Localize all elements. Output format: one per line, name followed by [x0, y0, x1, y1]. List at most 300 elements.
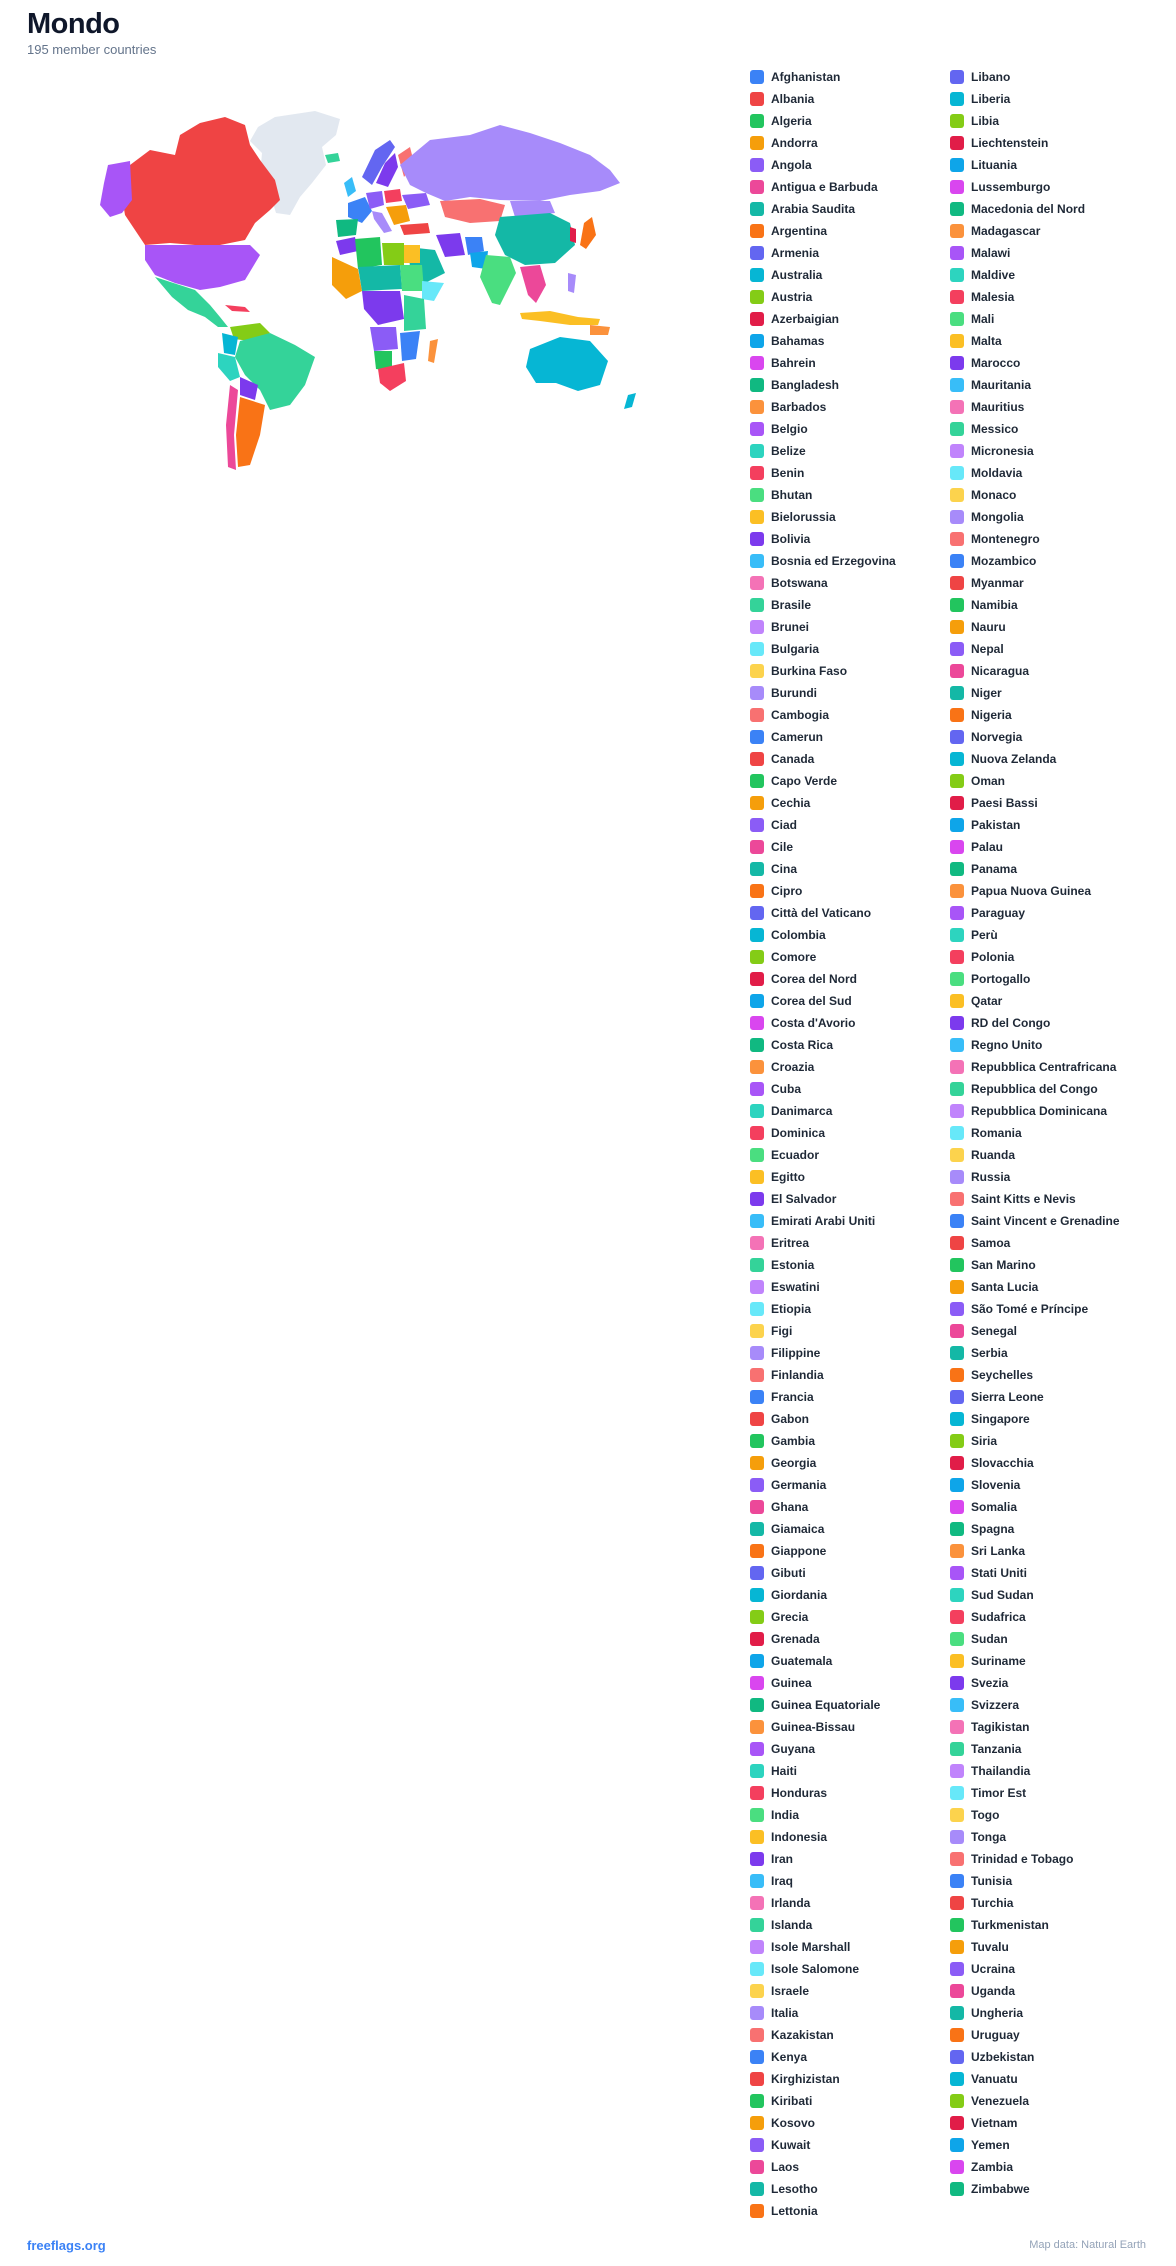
- legend-item[interactable]: [750, 176, 950, 198]
- region-korea[interactable]: [570, 227, 576, 243]
- region-uk[interactable]: [344, 177, 356, 197]
- legend-item[interactable]: [750, 660, 950, 682]
- country-label: Kuwait: [771, 2138, 811, 2152]
- color-swatch: [950, 2116, 964, 2130]
- country-label: Venezuela: [971, 2094, 1030, 2108]
- legend-item[interactable]: [950, 1166, 1150, 1188]
- legend-item[interactable]: [750, 2068, 950, 2090]
- legend-item[interactable]: [750, 264, 950, 286]
- freeflags-link[interactable]: freeflags.org: [27, 2238, 106, 2253]
- color-swatch: [950, 1742, 964, 1756]
- legend-item[interactable]: [950, 308, 1150, 330]
- region-algeria[interactable]: [355, 237, 382, 269]
- legend-item[interactable]: [750, 484, 950, 506]
- legend-item[interactable]: [750, 572, 950, 594]
- country-label: Libano: [971, 70, 1011, 84]
- color-swatch: [750, 2094, 764, 2108]
- region-australia[interactable]: [526, 337, 608, 391]
- legend-item[interactable]: [750, 1078, 950, 1100]
- legend-item[interactable]: [750, 1298, 950, 1320]
- country-label: Canada: [771, 752, 815, 766]
- country-label: Slovenia: [971, 1478, 1021, 1492]
- legend-item[interactable]: [750, 1496, 950, 1518]
- legend-item[interactable]: [750, 2002, 950, 2024]
- color-swatch: [750, 730, 764, 744]
- legend-item[interactable]: [950, 1144, 1150, 1166]
- legend-item[interactable]: [950, 2156, 1150, 2178]
- legend-item[interactable]: [950, 616, 1150, 638]
- country-label: Mozambico: [971, 554, 1037, 568]
- legend-item[interactable]: [950, 1518, 1150, 1540]
- region-egypt[interactable]: [404, 245, 420, 263]
- legend-item[interactable]: [950, 1342, 1150, 1364]
- legend-item[interactable]: [750, 66, 950, 88]
- region-sudan[interactable]: [400, 265, 424, 291]
- region-sahel[interactable]: [358, 265, 402, 291]
- legend-item[interactable]: [950, 1958, 1150, 1980]
- country-label: Nuova Zelanda: [971, 752, 1057, 766]
- legend-item[interactable]: [750, 1012, 950, 1034]
- legend-item[interactable]: [950, 352, 1150, 374]
- legend-item[interactable]: [950, 2002, 1150, 2024]
- legend-item[interactable]: [950, 374, 1150, 396]
- color-swatch: [950, 92, 964, 106]
- legend-item[interactable]: [950, 396, 1150, 418]
- legend-item[interactable]: [950, 682, 1150, 704]
- country-label: Georgia: [771, 1456, 817, 1470]
- legend-item[interactable]: [750, 528, 950, 550]
- legend-item[interactable]: [750, 1584, 950, 1606]
- legend-item[interactable]: [950, 638, 1150, 660]
- legend-item[interactable]: [950, 242, 1150, 264]
- legend-item[interactable]: [950, 1078, 1150, 1100]
- country-label: Tunisia: [971, 1874, 1013, 1888]
- color-swatch: [750, 1808, 764, 1822]
- country-label: Giordania: [771, 1588, 828, 1602]
- legend-item[interactable]: [950, 440, 1150, 462]
- legend-item[interactable]: [750, 1562, 950, 1584]
- legend-item[interactable]: [950, 836, 1150, 858]
- legend-item[interactable]: [950, 198, 1150, 220]
- legend-item[interactable]: [750, 2046, 950, 2068]
- legend-item[interactable]: [750, 2200, 950, 2222]
- color-swatch: [950, 378, 964, 392]
- legend-item[interactable]: [950, 2068, 1150, 2090]
- region-central-africa[interactable]: [362, 291, 404, 325]
- country-label: Azerbaigian: [771, 312, 840, 326]
- legend-item[interactable]: [750, 1980, 950, 2002]
- legend-item[interactable]: [950, 1386, 1150, 1408]
- legend-item[interactable]: [750, 1254, 950, 1276]
- legend-item[interactable]: [750, 374, 950, 396]
- legend-item[interactable]: [750, 2112, 950, 2134]
- legend-item[interactable]: [750, 88, 950, 110]
- legend-item[interactable]: [750, 1034, 950, 1056]
- legend-item[interactable]: [750, 1848, 950, 1870]
- region-mozambique[interactable]: [400, 331, 420, 361]
- color-swatch: [750, 1016, 764, 1030]
- legend-item[interactable]: [950, 132, 1150, 154]
- legend-item[interactable]: [750, 1166, 950, 1188]
- legend-item[interactable]: [950, 1298, 1150, 1320]
- legend-item[interactable]: [950, 1650, 1150, 1672]
- country-label: Zimbabwe: [971, 2182, 1030, 2196]
- legend-item[interactable]: [750, 462, 950, 484]
- legend-item[interactable]: [750, 638, 950, 660]
- legend-item[interactable]: [950, 1496, 1150, 1518]
- country-label: Romania: [971, 1126, 1022, 1140]
- legend-item[interactable]: [750, 902, 950, 924]
- country-label: Papua Nuova Guinea: [971, 884, 1092, 898]
- legend-item[interactable]: [750, 286, 950, 308]
- legend-item[interactable]: [950, 1804, 1150, 1826]
- legend-item[interactable]: [750, 1122, 950, 1144]
- country-label: Ungheria: [971, 2006, 1024, 2020]
- legend-item[interactable]: [950, 902, 1150, 924]
- legend-item[interactable]: [950, 880, 1150, 902]
- legend-item[interactable]: [750, 1320, 950, 1342]
- legend-item[interactable]: [950, 660, 1150, 682]
- legend-item[interactable]: [750, 1628, 950, 1650]
- legend-item[interactable]: [750, 1716, 950, 1738]
- legend-item[interactable]: [750, 1342, 950, 1364]
- legend-item[interactable]: [750, 2090, 950, 2112]
- legend-item[interactable]: [750, 968, 950, 990]
- legend-item[interactable]: [750, 1958, 950, 1980]
- legend-item[interactable]: [950, 462, 1150, 484]
- legend-item[interactable]: [750, 1408, 950, 1430]
- legend-item[interactable]: [950, 2178, 1150, 2200]
- legend-item[interactable]: [750, 704, 950, 726]
- color-swatch: [750, 1104, 764, 1118]
- legend-item[interactable]: [750, 1430, 950, 1452]
- region-morocco[interactable]: [336, 237, 358, 255]
- country-label: Nepal: [971, 642, 1004, 656]
- legend-item[interactable]: [950, 1980, 1150, 2002]
- legend-item[interactable]: [950, 946, 1150, 968]
- legend-item[interactable]: [950, 1254, 1150, 1276]
- legend-item[interactable]: [750, 1100, 950, 1122]
- region-libya[interactable]: [382, 243, 404, 265]
- legend-item[interactable]: [950, 1914, 1150, 1936]
- legend-item[interactable]: [950, 1034, 1150, 1056]
- legend-item[interactable]: [950, 1826, 1150, 1848]
- legend-item[interactable]: [750, 1606, 950, 1628]
- legend-item[interactable]: [950, 528, 1150, 550]
- legend-item[interactable]: [750, 1782, 950, 1804]
- legend-item[interactable]: [950, 1738, 1150, 1760]
- region-madagascar[interactable]: [428, 339, 438, 363]
- color-swatch: [750, 906, 764, 920]
- legend-item[interactable]: [950, 990, 1150, 1012]
- legend-item[interactable]: [750, 748, 950, 770]
- legend-item[interactable]: [950, 1562, 1150, 1584]
- legend-item[interactable]: [950, 1232, 1150, 1254]
- color-swatch: [750, 2006, 764, 2020]
- legend-item[interactable]: [750, 1364, 950, 1386]
- legend-item[interactable]: [750, 1540, 950, 1562]
- legend-item[interactable]: [950, 66, 1150, 88]
- region-italy[interactable]: [372, 211, 392, 233]
- legend-item[interactable]: [750, 1936, 950, 1958]
- country-label: Sud Sudan: [971, 1588, 1034, 1602]
- legend-item[interactable]: [950, 1452, 1150, 1474]
- legend-item[interactable]: [950, 418, 1150, 440]
- legend-item[interactable]: [750, 946, 950, 968]
- legend-item[interactable]: [750, 726, 950, 748]
- region-angola[interactable]: [370, 327, 398, 351]
- legend-item[interactable]: [750, 1694, 950, 1716]
- legend-item[interactable]: [750, 1188, 950, 1210]
- country-label: Santa Lucia: [971, 1280, 1039, 1294]
- legend-item[interactable]: [950, 1782, 1150, 1804]
- color-swatch: [950, 1522, 964, 1536]
- legend-item[interactable]: [750, 594, 950, 616]
- region-iran[interactable]: [436, 233, 465, 257]
- legend-item[interactable]: [750, 1870, 950, 1892]
- legend-item[interactable]: [750, 1210, 950, 1232]
- country-label: Qatar: [971, 994, 1003, 1008]
- legend-item[interactable]: [750, 550, 950, 572]
- legend-item[interactable]: [750, 110, 950, 132]
- region-indonesia[interactable]: [520, 311, 600, 325]
- country-label: Ghana: [771, 1500, 809, 1514]
- legend-item[interactable]: [950, 1056, 1150, 1078]
- color-swatch: [950, 1896, 964, 1910]
- legend-item[interactable]: [750, 924, 950, 946]
- legend-item[interactable]: [750, 1760, 950, 1782]
- legend-item[interactable]: [750, 990, 950, 1012]
- legend-item[interactable]: [750, 2156, 950, 2178]
- color-swatch: [750, 1478, 764, 1492]
- legend-item[interactable]: [950, 1364, 1150, 1386]
- region-philippines[interactable]: [568, 273, 576, 293]
- color-swatch: [950, 70, 964, 84]
- legend-item[interactable]: [750, 330, 950, 352]
- legend-item[interactable]: [950, 572, 1150, 594]
- color-swatch: [950, 1764, 964, 1778]
- legend-item[interactable]: [950, 2112, 1150, 2134]
- country-label: Kiribati: [771, 2094, 813, 2108]
- legend-item[interactable]: [750, 1386, 950, 1408]
- legend-item[interactable]: [950, 704, 1150, 726]
- color-swatch: [950, 1104, 964, 1118]
- region-argentina[interactable]: [236, 397, 265, 467]
- legend-item[interactable]: [750, 396, 950, 418]
- legend-item[interactable]: [750, 1232, 950, 1254]
- region-se-asia[interactable]: [520, 265, 546, 303]
- region-chile[interactable]: [226, 385, 238, 470]
- color-swatch: [750, 1236, 764, 1250]
- legend-item[interactable]: [750, 1474, 950, 1496]
- legend-item[interactable]: [950, 1012, 1150, 1034]
- region-japan[interactable]: [580, 217, 596, 249]
- region-east-africa[interactable]: [404, 295, 426, 331]
- legend-item[interactable]: [950, 220, 1150, 242]
- legend-item[interactable]: [750, 682, 950, 704]
- legend-item[interactable]: [950, 286, 1150, 308]
- legend-item[interactable]: [950, 264, 1150, 286]
- country-label: Kirghizistan: [771, 2072, 840, 2086]
- color-swatch: [750, 1852, 764, 1866]
- legend-item[interactable]: [750, 154, 950, 176]
- legend-item[interactable]: [750, 1804, 950, 1826]
- country-label: Islanda: [771, 1918, 813, 1932]
- legend-item[interactable]: [750, 770, 950, 792]
- legend-item[interactable]: [750, 2178, 950, 2200]
- legend-item[interactable]: [950, 1694, 1150, 1716]
- legend-item[interactable]: [750, 2024, 950, 2046]
- legend-item[interactable]: [750, 858, 950, 880]
- country-label: Indonesia: [771, 1830, 828, 1844]
- legend-item[interactable]: [750, 1892, 950, 1914]
- legend-item[interactable]: [950, 1188, 1150, 1210]
- legend-item[interactable]: [950, 2090, 1150, 2112]
- legend-item[interactable]: [950, 968, 1150, 990]
- legend-item[interactable]: [950, 1100, 1150, 1122]
- legend-item[interactable]: [750, 836, 950, 858]
- legend-item[interactable]: [750, 616, 950, 638]
- region-turkey[interactable]: [400, 223, 430, 235]
- legend-item[interactable]: [750, 1650, 950, 1672]
- color-swatch: [750, 664, 764, 678]
- color-swatch: [750, 2204, 764, 2218]
- color-swatch: [750, 1698, 764, 1712]
- legend-item[interactable]: [950, 1122, 1150, 1144]
- legend-item[interactable]: [750, 220, 950, 242]
- region-balkans[interactable]: [386, 205, 410, 225]
- legend-item[interactable]: [750, 132, 950, 154]
- country-label: Colombia: [771, 928, 826, 942]
- legend-item[interactable]: [950, 1276, 1150, 1298]
- color-swatch: [750, 1434, 764, 1448]
- country-label: Mauritania: [971, 378, 1032, 392]
- legend-item[interactable]: [750, 880, 950, 902]
- color-swatch: [950, 2028, 964, 2042]
- legend-item[interactable]: [950, 1408, 1150, 1430]
- country-label: Italia: [771, 2006, 799, 2020]
- legend-item[interactable]: [950, 594, 1150, 616]
- legend-item[interactable]: [950, 814, 1150, 836]
- color-swatch: [950, 466, 964, 480]
- color-swatch: [750, 1588, 764, 1602]
- country-label: Turchia: [971, 1896, 1014, 1910]
- legend-item[interactable]: [750, 1056, 950, 1078]
- country-label: Pakistan: [971, 818, 1021, 832]
- legend-item[interactable]: [950, 154, 1150, 176]
- legend-item[interactable]: [950, 1584, 1150, 1606]
- legend-item[interactable]: [750, 792, 950, 814]
- color-swatch: [950, 1390, 964, 1404]
- legend-item[interactable]: [950, 1430, 1150, 1452]
- legend-item[interactable]: [750, 1738, 950, 1760]
- legend-item[interactable]: [950, 1848, 1150, 1870]
- legend-item[interactable]: [950, 1628, 1150, 1650]
- legend-item[interactable]: [950, 1870, 1150, 1892]
- region-new-zealand[interactable]: [624, 393, 636, 409]
- legend-item[interactable]: [950, 330, 1150, 352]
- legend-item[interactable]: [750, 1276, 950, 1298]
- legend-item[interactable]: [950, 550, 1150, 572]
- color-swatch: [950, 1126, 964, 1140]
- legend-item[interactable]: [950, 1760, 1150, 1782]
- region-iceland[interactable]: [325, 153, 340, 163]
- region-caribbean[interactable]: [225, 305, 250, 312]
- legend-item[interactable]: [950, 1474, 1150, 1496]
- legend-item[interactable]: [950, 1210, 1150, 1232]
- legend-item[interactable]: [950, 2046, 1150, 2068]
- color-swatch: [950, 1346, 964, 1360]
- legend-item[interactable]: [750, 1826, 950, 1848]
- legend-item[interactable]: [950, 176, 1150, 198]
- legend-item[interactable]: [950, 1936, 1150, 1958]
- legend-item[interactable]: [950, 2024, 1150, 2046]
- legend-item[interactable]: [750, 418, 950, 440]
- color-swatch: [750, 1896, 764, 1910]
- country-label: Uzbekistan: [971, 2050, 1035, 2064]
- legend-item[interactable]: [750, 814, 950, 836]
- country-label: Portogallo: [971, 972, 1031, 986]
- region-spain[interactable]: [336, 219, 358, 237]
- legend-item[interactable]: [950, 726, 1150, 748]
- legend-item[interactable]: [950, 1540, 1150, 1562]
- region-kazakhstan[interactable]: [440, 199, 505, 223]
- color-swatch: [950, 290, 964, 304]
- legend-item[interactable]: [950, 110, 1150, 132]
- legend-item[interactable]: [950, 1320, 1150, 1342]
- legend-item[interactable]: [950, 924, 1150, 946]
- legend-item[interactable]: [950, 770, 1150, 792]
- legend-item[interactable]: [950, 506, 1150, 528]
- legend-item[interactable]: [750, 1452, 950, 1474]
- legend-item[interactable]: [750, 1144, 950, 1166]
- legend-item[interactable]: [750, 1518, 950, 1540]
- region-horn[interactable]: [422, 281, 444, 301]
- legend-item[interactable]: [950, 88, 1150, 110]
- legend-item[interactable]: [750, 352, 950, 374]
- region-india[interactable]: [480, 255, 516, 305]
- legend-item[interactable]: [950, 1672, 1150, 1694]
- legend-item[interactable]: [950, 1716, 1150, 1738]
- legend-item[interactable]: [750, 506, 950, 528]
- country-label: Repubblica Dominicana: [971, 1104, 1108, 1118]
- legend-item[interactable]: [750, 242, 950, 264]
- legend-item[interactable]: [750, 440, 950, 462]
- legend-item[interactable]: [750, 1914, 950, 1936]
- legend-item[interactable]: [950, 1892, 1150, 1914]
- region-poland[interactable]: [384, 189, 402, 203]
- legend-item[interactable]: [750, 308, 950, 330]
- color-swatch: [950, 598, 964, 612]
- legend-item[interactable]: [750, 2134, 950, 2156]
- legend-item[interactable]: [750, 198, 950, 220]
- country-label: Svizzera: [971, 1698, 1020, 1712]
- region-brazil[interactable]: [235, 333, 315, 410]
- legend-item[interactable]: [950, 858, 1150, 880]
- legend-item[interactable]: [950, 792, 1150, 814]
- legend-item[interactable]: [750, 1672, 950, 1694]
- legend-item[interactable]: [950, 2134, 1150, 2156]
- region-russia[interactable]: [400, 125, 620, 201]
- color-swatch: [950, 950, 964, 964]
- country-label: Guatemala: [771, 1654, 833, 1668]
- region-png[interactable]: [590, 325, 610, 335]
- color-swatch: [750, 620, 764, 634]
- legend-item[interactable]: [950, 748, 1150, 770]
- legend-item[interactable]: [950, 484, 1150, 506]
- legend-item[interactable]: [950, 1606, 1150, 1628]
- country-label: Cuba: [771, 1082, 801, 1096]
